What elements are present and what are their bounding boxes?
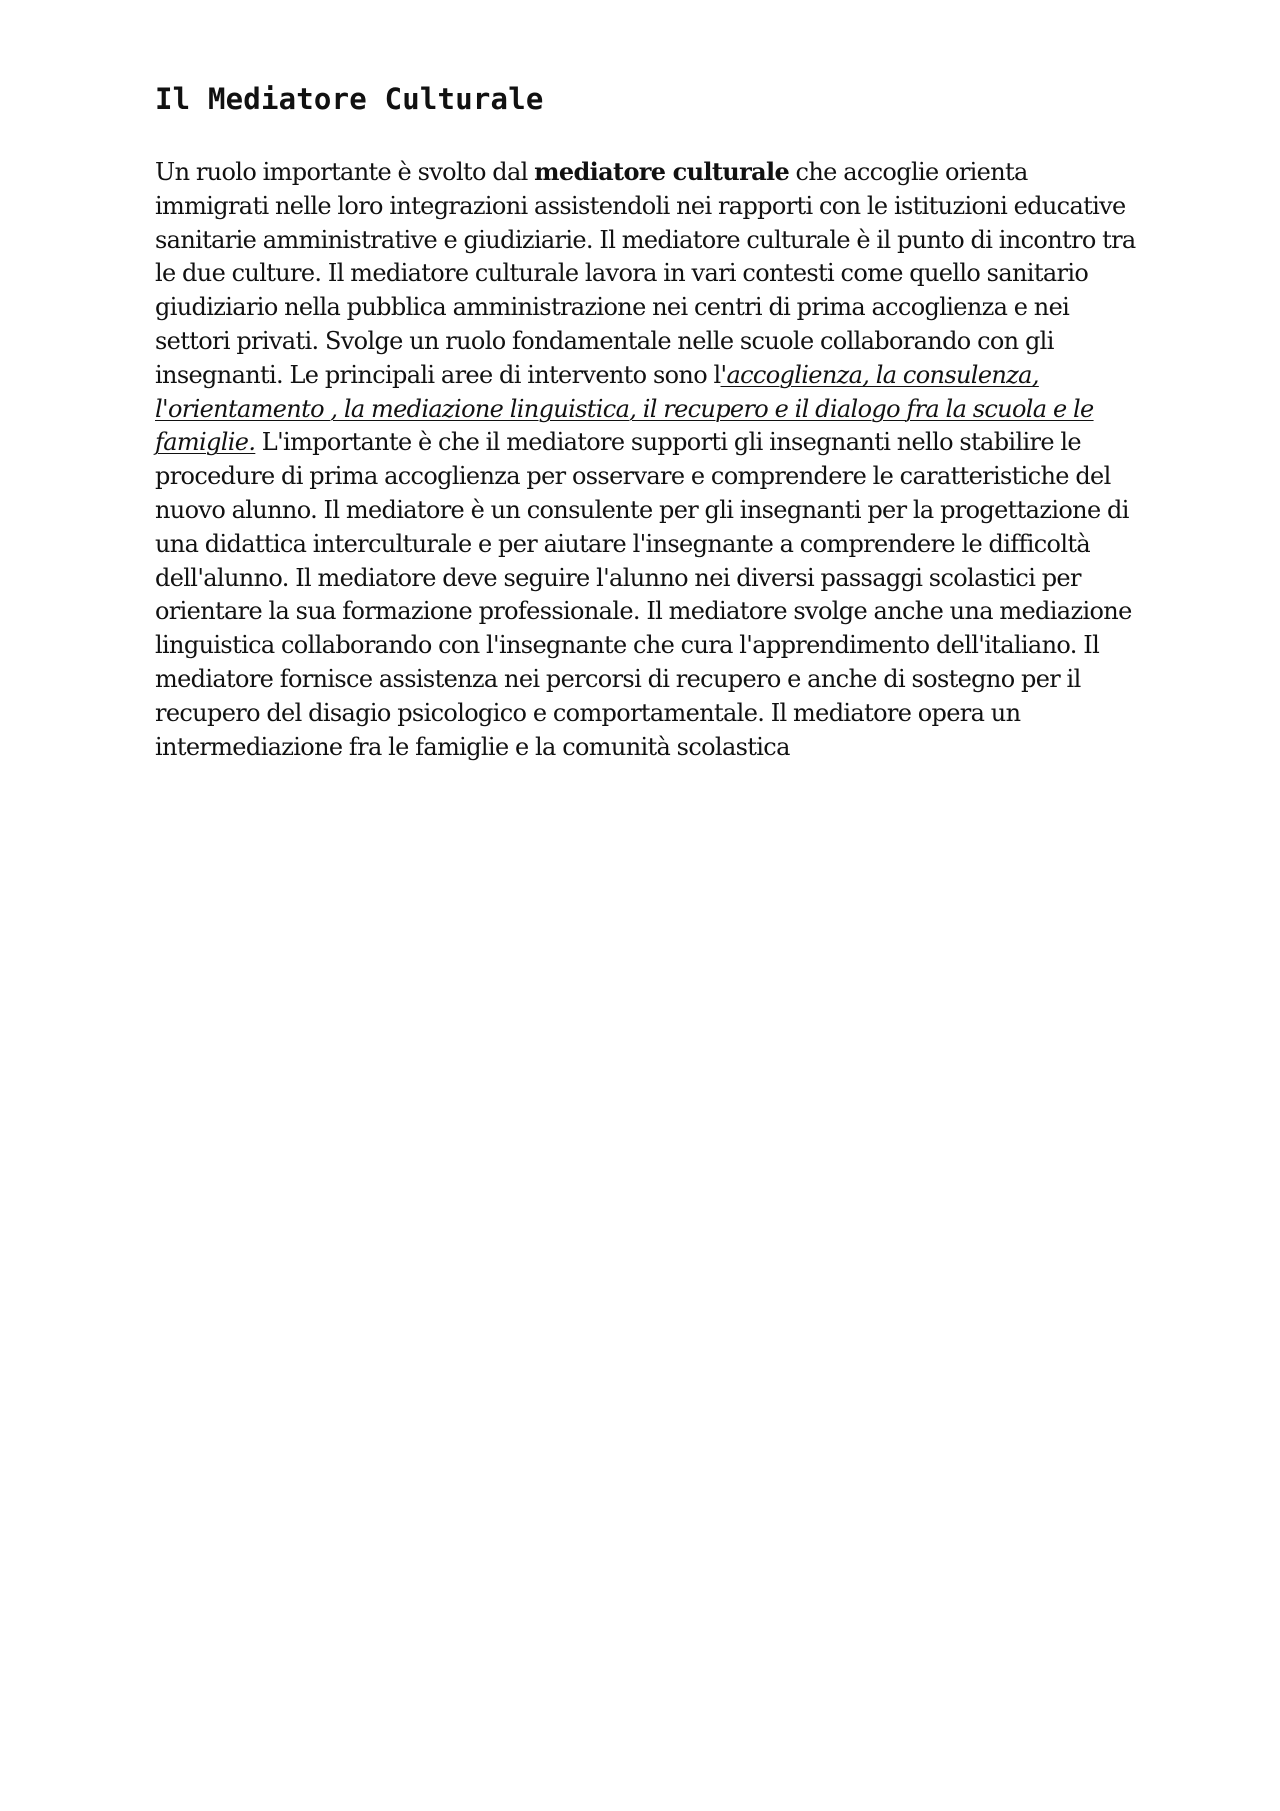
bold-term: mediatore culturale (534, 157, 790, 186)
paragraph-part-1: che accoglie orienta immigrati nelle loro integrazioni assistendoli nei rapporti con le istituzioni educative sanitarie amministrative e giudiziarie. Il mediatore culturale è il punto di incontro tra le due culture. Il mediatore culturale lavora in vari contesti come quello sanitario giudiziario nella pubblica amministrazione nei centri di prima accoglienza e nei settori privati. Svolge un ruolo fondamentale nelle scuole collaborando con gli insegnanti. Le principali aree di intervento sono l (155, 158, 1136, 389)
underlined-intervention-areas: 'accoglienza, la consulenza, l'orientamento , la mediazione linguistica, il recupero e il dialogo fra la scuola e le famiglie. (155, 360, 1094, 457)
paragraph-intro: Un ruolo importante è svolto dal (155, 158, 535, 186)
body-paragraph (155, 155, 1140, 764)
document-title: Il Mediatore Culturale (155, 82, 544, 116)
paragraph-part-2: L'importante è che il mediatore supporti gli insegnanti nello stabilire le procedure di prima accoglienza per osservare e comprendere le caratteristiche del nuovo alunno. Il mediatore è un consulente per gli insegnanti per la progettazione di una didattica interculturale e per aiutare l'insegnante a comprendere le difficoltà dell'alunno. Il mediatore deve seguire l'alunno nei diversi passaggi scolastici per orientare la sua formazione professionale. Il mediatore svolge anche una mediazione linguistica collaborando con l'insegnante che cura l'apprendimento dell'italiano. Il mediatore fornisce assistenza nei percorsi di recupero e anche di sostegno per il recupero del disagio psicologico e comportamentale. Il mediatore opera un intermediazione fra le famiglie e la comunità scolastica (155, 428, 1132, 761)
